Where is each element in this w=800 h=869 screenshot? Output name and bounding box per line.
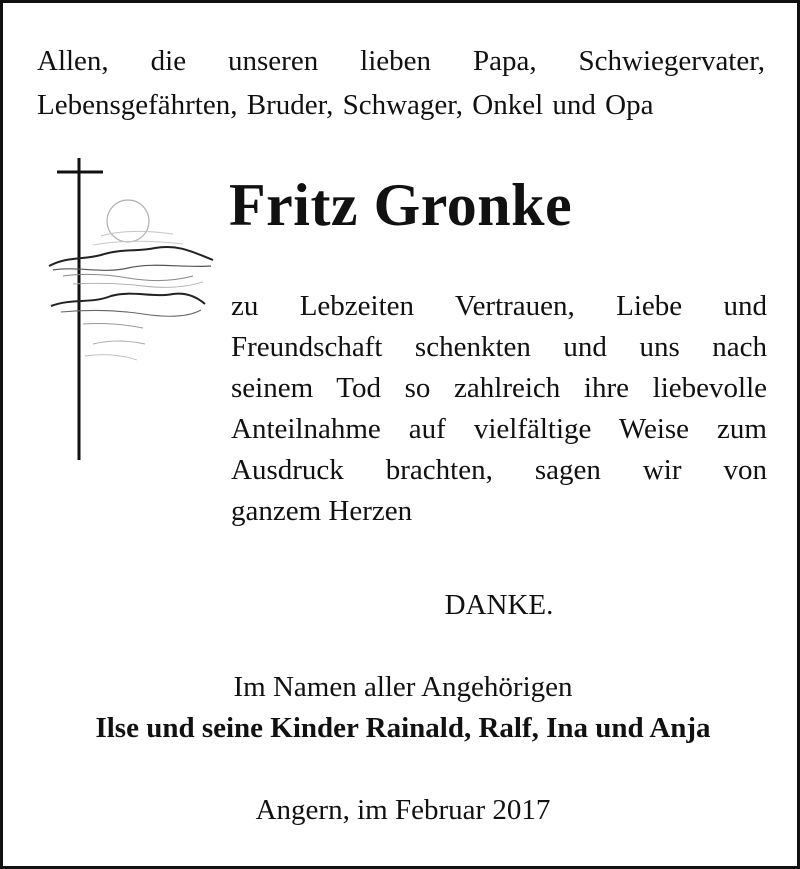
- deceased-name: Fritz Gronke: [229, 172, 573, 238]
- cross-landscape-emblem: [33, 148, 223, 468]
- intro-text: [37, 39, 765, 127]
- sun-sea-landscape-icon: [49, 200, 213, 360]
- family-names: Ilse und seine Kinder Rainald, Ralf, Ina und Anja: [95, 712, 711, 744]
- body-line: zu Lebzeiten Vertrauen, Liebe und: [231, 290, 767, 322]
- cross-icon: [57, 158, 103, 460]
- intro-line: Allen, die unseren lieben Papa, Schwiegervater,: [37, 45, 765, 77]
- body-line: Ausdruck brachten, sagen wir von: [231, 454, 767, 486]
- body-text: [231, 286, 767, 532]
- body-line: Freundschaft schenkten und uns nach: [231, 331, 767, 363]
- body-line: ganzem Herzen: [231, 495, 413, 527]
- signoff-text: Im Namen aller Angehörigen: [233, 671, 573, 703]
- intro-line: Lebensgefährten, Bruder, Schwager, Onkel und Opa: [37, 89, 654, 121]
- body-line: seinem Tod so zahlreich ihre liebevolle: [231, 372, 767, 404]
- place-date: Angern, im Februar 2017: [255, 794, 551, 826]
- body-line: Anteilnahme auf vielfältige Weise zum: [231, 413, 767, 445]
- thanks-text: DANKE.: [444, 589, 554, 621]
